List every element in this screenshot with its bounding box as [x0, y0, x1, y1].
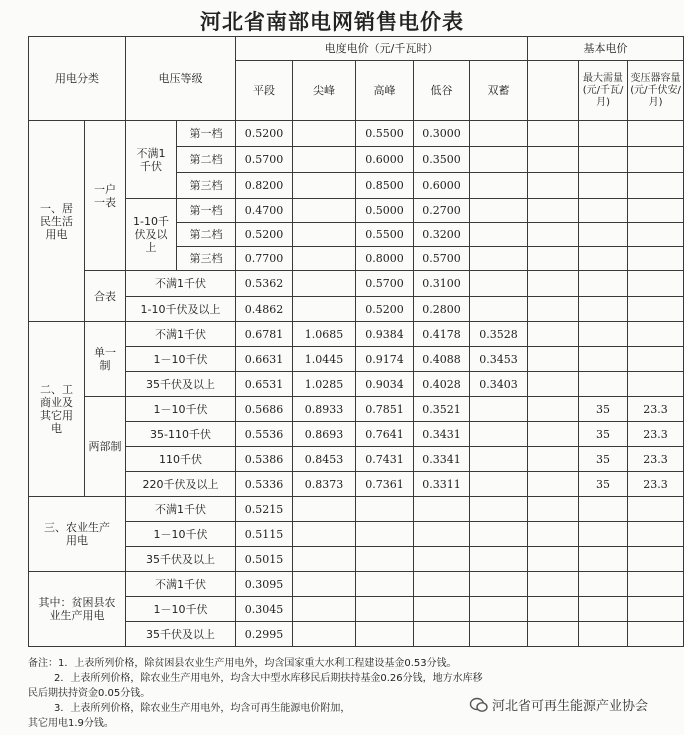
flat-value: 0.4700	[236, 199, 293, 223]
empty-cell	[579, 347, 628, 372]
empty-cell	[528, 271, 579, 297]
header-sharp: 尖峰	[293, 61, 356, 121]
demand-value: 35	[579, 397, 628, 422]
empty-cell	[579, 247, 628, 271]
flat-value: 0.3045	[236, 597, 293, 622]
empty-cell	[470, 223, 528, 247]
valley-value: 0.2700	[414, 199, 470, 223]
voltage-label: 不满1千伏	[126, 497, 236, 522]
empty-cell	[356, 572, 414, 597]
empty-cell	[528, 347, 579, 372]
peak-value: 0.8000	[356, 247, 414, 271]
empty-cell	[628, 347, 684, 372]
empty-cell	[293, 497, 356, 522]
valley-value: 0.4178	[414, 322, 470, 347]
peak-value: 0.7851	[356, 397, 414, 422]
header-voltage: 电压等级	[126, 37, 236, 121]
empty-cell	[579, 271, 628, 297]
voltage-label: 35-110千伏	[126, 422, 236, 447]
empty-cell	[293, 223, 356, 247]
empty-cell	[579, 147, 628, 173]
header-spacer	[528, 61, 579, 121]
category-residential: 一、居民生活用电	[29, 121, 85, 322]
peak-value: 0.6000	[356, 147, 414, 173]
flat-value: 0.5215	[236, 497, 293, 522]
empty-cell	[293, 522, 356, 547]
demand-value: 35	[579, 447, 628, 472]
dual-value: 0.3453	[470, 347, 528, 372]
empty-cell	[579, 297, 628, 322]
valley-value: 0.4088	[414, 347, 470, 372]
empty-cell	[293, 297, 356, 322]
flat-value: 0.3095	[236, 572, 293, 597]
empty-cell	[628, 121, 684, 147]
capacity-value: 23.3	[628, 447, 684, 472]
note-line: 其它用电1.9分钱。	[28, 718, 114, 729]
voltage-lt1: 不满1千伏	[126, 121, 177, 199]
empty-cell	[628, 497, 684, 522]
empty-cell	[293, 572, 356, 597]
empty-cell	[628, 173, 684, 199]
footnotes	[28, 656, 658, 731]
empty-cell	[628, 372, 684, 397]
flat-value: 0.5200	[236, 223, 293, 247]
tier: 第三档	[177, 247, 236, 271]
voltage-label: 35千伏及以上	[126, 372, 236, 397]
empty-cell	[528, 223, 579, 247]
peak-value: 0.5500	[356, 121, 414, 147]
peak-value: 0.7641	[356, 422, 414, 447]
category-poor-county: 其中：贫困县农业生产用电	[29, 572, 126, 647]
empty-cell	[470, 173, 528, 199]
empty-cell	[414, 497, 470, 522]
empty-cell	[470, 547, 528, 572]
empty-cell	[414, 522, 470, 547]
sub-single: 单一制	[85, 322, 126, 397]
demand-value: 35	[579, 422, 628, 447]
empty-cell	[528, 622, 579, 647]
empty-cell	[579, 372, 628, 397]
valley-value: 0.6000	[414, 173, 470, 199]
empty-cell	[528, 147, 579, 173]
note-line: 备注：1．上表所列价格，除贫困县农业生产用电外，均含国家重大水利工程建设基金0.53分钱。	[28, 658, 457, 669]
sharp-value: 0.8453	[293, 447, 356, 472]
voltage-label: 1－10千伏	[126, 347, 236, 372]
empty-cell	[579, 199, 628, 223]
flat-value: 0.6631	[236, 347, 293, 372]
valley-value: 0.5700	[414, 247, 470, 271]
empty-cell	[528, 173, 579, 199]
empty-cell	[579, 223, 628, 247]
empty-cell	[470, 622, 528, 647]
empty-cell	[528, 547, 579, 572]
empty-cell	[528, 472, 579, 497]
empty-cell	[356, 597, 414, 622]
header-capacity: 变压器容量(元/千伏安/月)	[628, 61, 684, 121]
voltage-label: 1－10千伏	[126, 597, 236, 622]
empty-cell	[528, 322, 579, 347]
flat-value: 0.4862	[236, 297, 293, 322]
voltage-label: 35千伏及以上	[126, 547, 236, 572]
empty-cell	[356, 547, 414, 572]
flat-value: 0.6781	[236, 322, 293, 347]
watermark	[470, 695, 648, 717]
sharp-value: 1.0445	[293, 347, 356, 372]
empty-cell	[414, 622, 470, 647]
sharp-value: 0.8373	[293, 472, 356, 497]
voltage-label: 110千伏	[126, 447, 236, 472]
tier: 第一档	[177, 121, 236, 147]
peak-value: 0.8500	[356, 173, 414, 199]
empty-cell	[293, 622, 356, 647]
tier: 第二档	[177, 223, 236, 247]
empty-cell	[579, 173, 628, 199]
empty-cell	[628, 247, 684, 271]
voltage-label: 1－10千伏	[126, 522, 236, 547]
tier: 第三档	[177, 173, 236, 199]
empty-cell	[628, 597, 684, 622]
flat-value: 0.7700	[236, 247, 293, 271]
empty-cell	[628, 223, 684, 247]
empty-cell	[470, 247, 528, 271]
peak-value: 0.5700	[356, 271, 414, 297]
dual-value: 0.3528	[470, 322, 528, 347]
empty-cell	[470, 297, 528, 322]
empty-cell	[470, 397, 528, 422]
empty-cell	[628, 297, 684, 322]
empty-cell	[528, 199, 579, 223]
empty-cell	[579, 522, 628, 547]
empty-cell	[528, 572, 579, 597]
valley-value: 0.3500	[414, 147, 470, 173]
empty-cell	[528, 497, 579, 522]
empty-cell	[293, 199, 356, 223]
empty-cell	[628, 547, 684, 572]
empty-cell	[579, 622, 628, 647]
empty-cell	[579, 121, 628, 147]
flat-value: 0.5536	[236, 422, 293, 447]
header-max-demand: 最大需量(元/千瓦/月)	[579, 61, 628, 121]
empty-cell	[356, 497, 414, 522]
empty-cell	[293, 597, 356, 622]
capacity-value: 23.3	[628, 472, 684, 497]
empty-cell	[470, 422, 528, 447]
wechat-logo-icon	[470, 697, 488, 717]
empty-cell	[470, 572, 528, 597]
empty-cell	[528, 422, 579, 447]
empty-cell	[579, 572, 628, 597]
empty-cell	[293, 147, 356, 173]
empty-cell	[293, 247, 356, 271]
category-agriculture: 三、农业生产用电	[29, 497, 126, 572]
valley-value: 0.4028	[414, 372, 470, 397]
valley-value: 0.3200	[414, 223, 470, 247]
empty-cell	[579, 322, 628, 347]
header-flat: 平段	[236, 61, 293, 121]
empty-cell	[470, 147, 528, 173]
empty-cell	[528, 247, 579, 271]
empty-cell	[356, 622, 414, 647]
voltage-label: 1-10千伏及以上	[126, 297, 236, 322]
flat-value: 0.8200	[236, 173, 293, 199]
voltage-1-10: 1-10千伏及以上	[126, 199, 177, 271]
empty-cell	[579, 597, 628, 622]
valley-value: 0.3311	[414, 472, 470, 497]
empty-cell	[628, 271, 684, 297]
dual-value: 0.3403	[470, 372, 528, 397]
tier: 第二档	[177, 147, 236, 173]
header-category: 用电分类	[29, 37, 126, 121]
empty-cell	[628, 199, 684, 223]
flat-value: 0.5200	[236, 121, 293, 147]
watermark-text: 河北省可再生能源产业协会	[491, 699, 648, 714]
header-basic-price: 基本电价	[528, 37, 684, 61]
empty-cell	[628, 147, 684, 173]
empty-cell	[293, 173, 356, 199]
valley-value: 0.2800	[414, 297, 470, 322]
empty-cell	[628, 622, 684, 647]
peak-value: 0.7431	[356, 447, 414, 472]
voltage-label: 220千伏及以上	[126, 472, 236, 497]
empty-cell	[628, 322, 684, 347]
empty-cell	[528, 121, 579, 147]
empty-cell	[470, 522, 528, 547]
empty-cell	[470, 597, 528, 622]
valley-value: 0.3341	[414, 447, 470, 472]
voltage-label: 不满1千伏	[126, 271, 236, 297]
empty-cell	[528, 522, 579, 547]
note-line: 3．上表所列价格，除农业生产用电外，均含可再生能源电价附加，	[54, 703, 351, 714]
header-dual: 双蓄	[470, 61, 528, 121]
sharp-value: 0.8693	[293, 422, 356, 447]
empty-cell	[470, 497, 528, 522]
category-industrial: 二、工商业及其它用电	[29, 322, 85, 497]
empty-cell	[528, 297, 579, 322]
peak-value: 0.5500	[356, 223, 414, 247]
sub-one-meter: 一户一表	[85, 121, 126, 271]
flat-value: 0.2995	[236, 622, 293, 647]
empty-cell	[628, 522, 684, 547]
voltage-label: 35千伏及以上	[126, 622, 236, 647]
flat-value: 0.6531	[236, 372, 293, 397]
peak-value: 0.9384	[356, 322, 414, 347]
voltage-label: 不满1千伏	[126, 572, 236, 597]
flat-value: 0.5700	[236, 147, 293, 173]
empty-cell	[579, 497, 628, 522]
valley-value: 0.3100	[414, 271, 470, 297]
note-line: 2．上表所列价格，除农业生产用电外，均含大中型水库移民后期扶持基金0.26分钱，地方水库移	[54, 673, 483, 684]
flat-value: 0.5686	[236, 397, 293, 422]
note-line: 民后期扶持资金0.05分钱。	[28, 688, 151, 699]
empty-cell	[528, 397, 579, 422]
empty-cell	[470, 472, 528, 497]
empty-cell	[293, 547, 356, 572]
capacity-value: 23.3	[628, 422, 684, 447]
tier: 第一档	[177, 199, 236, 223]
empty-cell	[414, 572, 470, 597]
empty-cell	[414, 547, 470, 572]
peak-value: 0.9034	[356, 372, 414, 397]
flat-value: 0.5115	[236, 522, 293, 547]
flat-value: 0.5015	[236, 547, 293, 572]
empty-cell	[293, 121, 356, 147]
demand-value: 35	[579, 472, 628, 497]
peak-value: 0.5200	[356, 297, 414, 322]
header-peak: 高峰	[356, 61, 414, 121]
valley-value: 0.3521	[414, 397, 470, 422]
sharp-value: 1.0285	[293, 372, 356, 397]
empty-cell	[579, 547, 628, 572]
empty-cell	[628, 572, 684, 597]
flat-value: 0.5386	[236, 447, 293, 472]
header-valley: 低谷	[414, 61, 470, 121]
voltage-label: 1－10千伏	[126, 397, 236, 422]
price-table	[28, 36, 684, 647]
sub-shared-meter: 合表	[85, 271, 126, 322]
peak-value: 0.7361	[356, 472, 414, 497]
capacity-value: 23.3	[628, 397, 684, 422]
peak-value: 0.9174	[356, 347, 414, 372]
empty-cell	[470, 199, 528, 223]
empty-cell	[293, 271, 356, 297]
empty-cell	[356, 522, 414, 547]
voltage-label: 不满1千伏	[126, 322, 236, 347]
empty-cell	[470, 447, 528, 472]
page-title: 河北省南部电网销售电价表	[200, 9, 464, 34]
empty-cell	[470, 121, 528, 147]
empty-cell	[528, 447, 579, 472]
valley-value: 0.3000	[414, 121, 470, 147]
sharp-value: 1.0685	[293, 322, 356, 347]
empty-cell	[528, 597, 579, 622]
sharp-value: 0.8933	[293, 397, 356, 422]
peak-value: 0.5000	[356, 199, 414, 223]
empty-cell	[470, 271, 528, 297]
flat-value: 0.5336	[236, 472, 293, 497]
header-energy-price: 电度电价（元/千瓦时）	[236, 37, 528, 61]
flat-value: 0.5362	[236, 271, 293, 297]
empty-cell	[414, 597, 470, 622]
valley-value: 0.3431	[414, 422, 470, 447]
empty-cell	[528, 372, 579, 397]
sub-two-part: 两部制	[85, 397, 126, 497]
